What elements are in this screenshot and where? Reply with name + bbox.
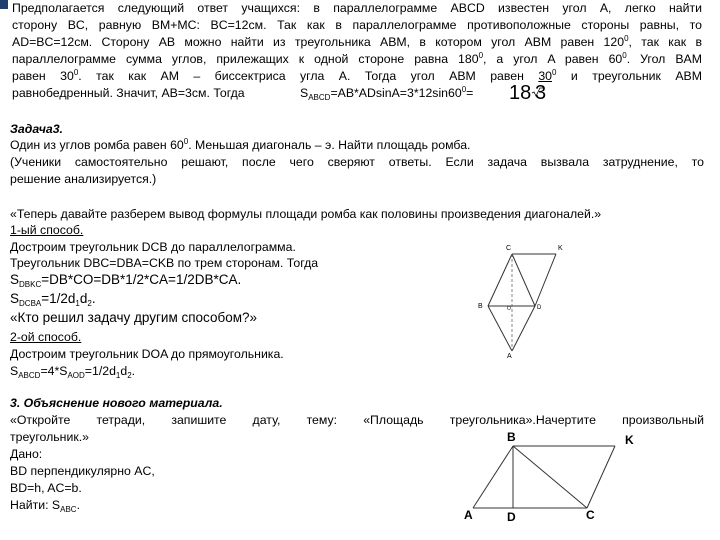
other-method-question: «Кто решил задачу другим способом?» [10, 310, 257, 325]
rhombus-diagram [470, 238, 610, 363]
method-1-line-2: Треугольник DBC=DBA=CKB по трем сторонам. Тогда [10, 256, 319, 270]
section-3-line-1: «Откройте тетради, запишите дату, тему: «Площадь треугольника».Начертите произвольный [10, 413, 704, 427]
section-3-line-2: треугольник.» [10, 430, 89, 444]
segment-cd [512, 254, 535, 306]
method-1-line-1: Достроим треугольник DCB до параллелограмма. [10, 240, 296, 254]
vertex-label-c: C [506, 245, 512, 252]
method-2-heading: 2-ой способ. [10, 330, 82, 344]
intro-line-6: равнобедренный. Значит, AB=3см. Тогда [12, 86, 245, 100]
given-heading: Дано: [10, 447, 43, 461]
segment-bc [513, 446, 587, 508]
vertex-label-a: A [507, 353, 512, 360]
formula-dbkc: $S_{DBKC}=DB*CO=DB*1/2*CA=1/2DB*CA$. [10, 272, 242, 289]
given-values: BD=h, AC=b. [10, 481, 82, 495]
segment-ba [488, 306, 512, 351]
intro-line-1: Предполагается следующий ответ учащихся: в параллелограмме ABCD известен угол A, легко найти [12, 1, 702, 15]
triangle-diagram [455, 428, 655, 528]
formula-dcba: $S_{DCBA}=1/2d_1d_2$. [10, 291, 96, 308]
segment-kc [587, 446, 615, 508]
vertex-label-k: K [558, 245, 563, 252]
vertex-label-d: D [537, 305, 542, 311]
intro-line-2: сторону BC, равную BM+MC: BC=12см. Так как в параллелограмме противоположные стороны равны, то [12, 18, 702, 32]
segment-kd [535, 254, 556, 306]
given-perpendicular: BD перпендикулярно AC, [10, 464, 155, 478]
task3-line-3: решение анализируется.) [10, 172, 157, 186]
method-1-heading: 1-ый способ. [10, 223, 84, 237]
vertex-label-c: C [586, 508, 595, 522]
vertex-label-d: D [507, 510, 516, 524]
square-bullet-icon [0, 0, 8, 9]
area-formula-parallelogram: $S_{ABCD}=AB*ADsinA=3*12\sin 60^0=$ [300, 85, 474, 102]
intro-line-5: равен $30^0$. так как AM – биссектриса угла A. Тогда угол ABM равен $30^0$ и треугольник ABM [12, 68, 703, 83]
derivation-quote: «Теперь давайте разберем вывод формулы площади ромба как половины произведения диагоналей.» [10, 207, 602, 221]
vertex-label-a: A [464, 508, 473, 522]
section-3-title: 3. Объяснение нового материала. [10, 396, 223, 410]
intro-line-3: AD=BC=12см. Сторону AB можно найти из треугольника ABM, в котором угол ABM равен $120^0$, так как в [12, 34, 702, 49]
task3-line-1: Один из углов ромба равен $60^0$. Меньшая диагональ – э. Найти площадь ромба. [10, 137, 471, 152]
find-area: Найти: $S_{ABC}$. [10, 498, 80, 514]
method-2-line-1: Достроим треугольник DOA до прямоугольника. [10, 347, 284, 361]
vertex-label-k: K [625, 433, 634, 447]
segment-ba [473, 446, 513, 508]
task3-line-2: (Ученики самостоятельно решают, после чего сверяют ответы. Если задача вызвала затруднение, то [10, 155, 704, 169]
task3-title: Задача3. [10, 122, 63, 136]
intro-line-4: параллелограмме сумма углов, прилежащих к одной стороне равна $180^0$, а угол A равен $60^0$. Угол BAM [12, 51, 702, 66]
formula-abcd: $S_{ABCD}=4*S_{AOD}=1/2d_1d_2$. [10, 364, 136, 380]
vertex-label-o: O [507, 306, 511, 312]
area-result: 18 [509, 82, 532, 104]
area-result-root: 3 [535, 82, 547, 104]
vertex-label-b: B [507, 430, 516, 444]
vertex-label-b: B [478, 303, 483, 310]
segment-cb [488, 254, 512, 306]
segment-da [512, 306, 535, 351]
